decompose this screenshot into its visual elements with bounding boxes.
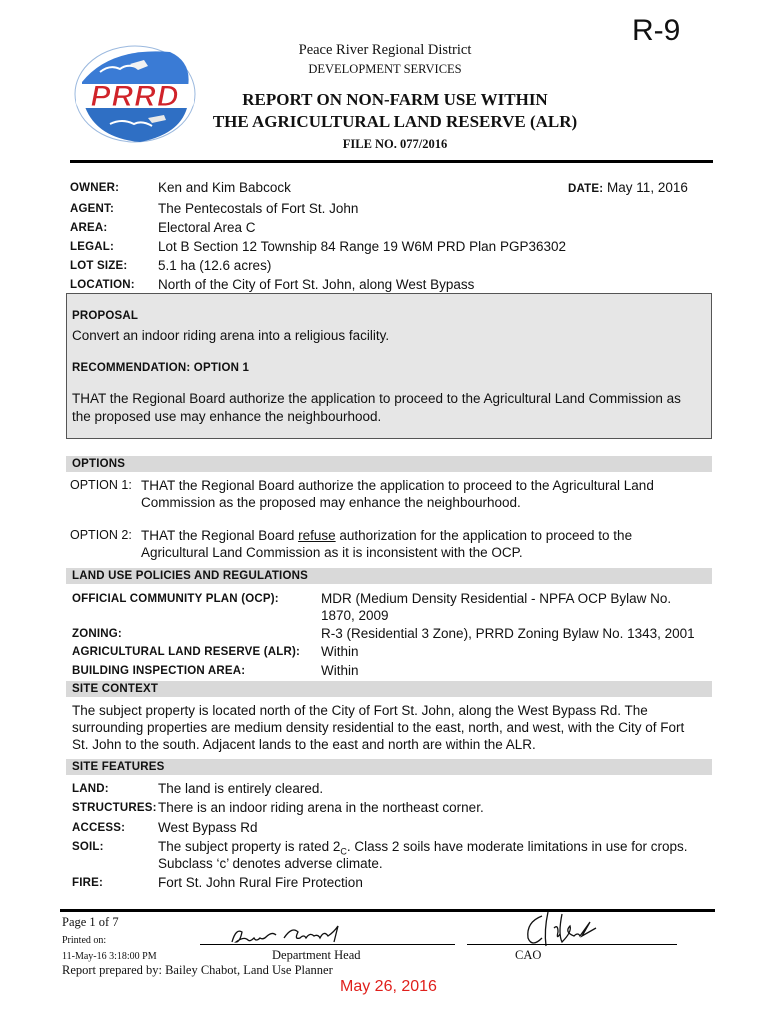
land-label: LAND: <box>72 783 109 795</box>
site-context-line-1: The subject property is located north of the City of Fort St. John, along the West Bypass Rd. The <box>72 703 648 718</box>
option-1-line-2: Commission as the proposed may enhance the neighbourhood. <box>141 495 521 510</box>
date-field <box>568 180 688 195</box>
location-value: North of the City of Fort St. John, along West Bypass <box>158 277 475 292</box>
header-rule <box>70 160 713 163</box>
owner-value: Ken and Kim Babcock <box>158 180 291 195</box>
location-label: LOCATION: <box>70 279 135 291</box>
proposal-heading: PROPOSAL <box>72 310 139 322</box>
alr-value: Within <box>321 644 359 659</box>
site-context-line-3: St. John to the south. Adjacent lands to the east and north are within the ALR. <box>72 737 536 752</box>
ocp-label: OFFICIAL COMMUNITY PLAN (OCP): <box>72 593 279 605</box>
fire-label: FIRE: <box>72 877 104 889</box>
department-head-line <box>200 944 455 945</box>
option-2-line-1 <box>141 528 632 543</box>
option-2-underlined: refuse <box>298 528 336 543</box>
options-band <box>66 456 712 472</box>
owner-label: OWNER: <box>70 182 120 194</box>
access-label: ACCESS: <box>72 822 126 834</box>
lot-size-value: 5.1 ha (12.6 acres) <box>158 258 272 273</box>
option-1-line-1: THAT the Regional Board authorize the application to proceed to the Agricultural Land <box>141 478 654 493</box>
bia-value: Within <box>321 663 359 678</box>
soil-line-2: Subclass ‘c’ denotes adverse climate. <box>158 856 383 871</box>
report-title-2: THE AGRICULTURAL LAND RESERVE (ALR) <box>212 112 578 131</box>
report-title-1: REPORT ON NON-FARM USE WITHIN <box>242 90 548 109</box>
access-value: West Bypass Rd <box>158 820 258 835</box>
proposal-text: Convert an indoor riding arena into a religious facility. <box>72 328 390 343</box>
footer-rule <box>60 909 715 912</box>
option-2-post: authorization for the application to proceed to the <box>335 528 633 543</box>
printed-on-label: Printed on: <box>62 935 107 946</box>
dept-name: DEVELOPMENT SERVICES <box>308 62 462 76</box>
fire-value: Fort St. John Rural Fire Protection <box>158 875 363 890</box>
prepared-by: Report prepared by: Bailey Chabot, Land Use Planner <box>62 963 333 977</box>
date-value: May 11, 2016 <box>607 180 688 195</box>
area-label: AREA: <box>70 222 108 234</box>
structures-value: There is an indoor riding arena in the northeast corner. <box>158 800 484 815</box>
printed-timestamp: 11-May-16 3:18:00 PM <box>62 951 157 962</box>
site-features-heading: SITE FEATURES <box>72 761 165 773</box>
area-value: Electoral Area C <box>158 220 256 235</box>
agent-value: The Pentecostals of Fort St. John <box>158 201 359 216</box>
site-context-band <box>66 681 712 697</box>
site-context-heading: SITE CONTEXT <box>72 683 159 695</box>
options-heading: OPTIONS <box>72 458 126 470</box>
recommendation-heading: RECOMMENDATION: OPTION 1 <box>72 362 250 374</box>
policies-heading: LAND USE POLICIES AND REGULATIONS <box>72 570 308 582</box>
ocp-line-1: MDR (Medium Density Residential - NPFA OCP Bylaw No. <box>321 591 672 606</box>
lot-size-label: LOT SIZE: <box>70 260 128 272</box>
org-name: Peace River Regional District <box>298 42 472 58</box>
soil-line-1 <box>158 839 688 857</box>
department-head-signature <box>222 916 362 952</box>
bia-label: BUILDING INSPECTION AREA: <box>72 665 246 677</box>
recommendation-line-2: the proposed use may enhance the neighbourhood. <box>72 409 382 424</box>
option-2-line-2: Agricultural Land Commission as it is inconsistent with the OCP. <box>141 545 523 560</box>
date-stamp: May 26, 2016 <box>340 978 437 995</box>
file-number: FILE NO. 077/2016 <box>342 137 448 151</box>
soil-post: . Class 2 soils have moderate limitations in use for crops. <box>346 839 688 854</box>
site-context-line-2: surrounding properties are medium density residential to the east, north, and west, with the City of Fort <box>72 720 685 735</box>
alr-label: AGRICULTURAL LAND RESERVE (ALR): <box>72 646 301 658</box>
page-number: Page 1 of 7 <box>62 915 119 929</box>
legal-value: Lot B Section 12 Township 84 Range 19 W6M PRD Plan PGP36302 <box>158 239 566 254</box>
date-label: DATE: <box>568 183 604 195</box>
page-code: R-9 <box>632 14 681 47</box>
zoning-value: R-3 (Residential 3 Zone), PRRD Zoning Bylaw No. 1343, 2001 <box>321 626 695 641</box>
department-head-label: Department Head <box>272 948 361 962</box>
land-value: The land is entirely cleared. <box>158 781 324 796</box>
option-2-pre: THAT the Regional Board <box>141 528 299 543</box>
logo-text: PRRD <box>90 80 180 113</box>
cao-line <box>467 944 677 945</box>
cao-label: CAO <box>515 948 542 962</box>
recommendation-line-1: THAT the Regional Board authorize the application to proceed to the Agricultural Land Commission as <box>72 391 681 406</box>
structures-label: STRUCTURES: <box>72 802 157 814</box>
ocp-line-2: 1870, 2009 <box>321 608 389 623</box>
agent-label: AGENT: <box>70 203 115 215</box>
zoning-label: ZONING: <box>72 628 122 640</box>
soil-label: SOIL: <box>72 841 104 853</box>
option-1-label: OPTION 1: <box>70 478 132 492</box>
option-2-label: OPTION 2: <box>70 528 132 542</box>
soil-subscript: C <box>340 846 347 857</box>
soil-pre: The subject property is rated 2 <box>158 839 341 854</box>
legal-label: LEGAL: <box>70 241 114 253</box>
